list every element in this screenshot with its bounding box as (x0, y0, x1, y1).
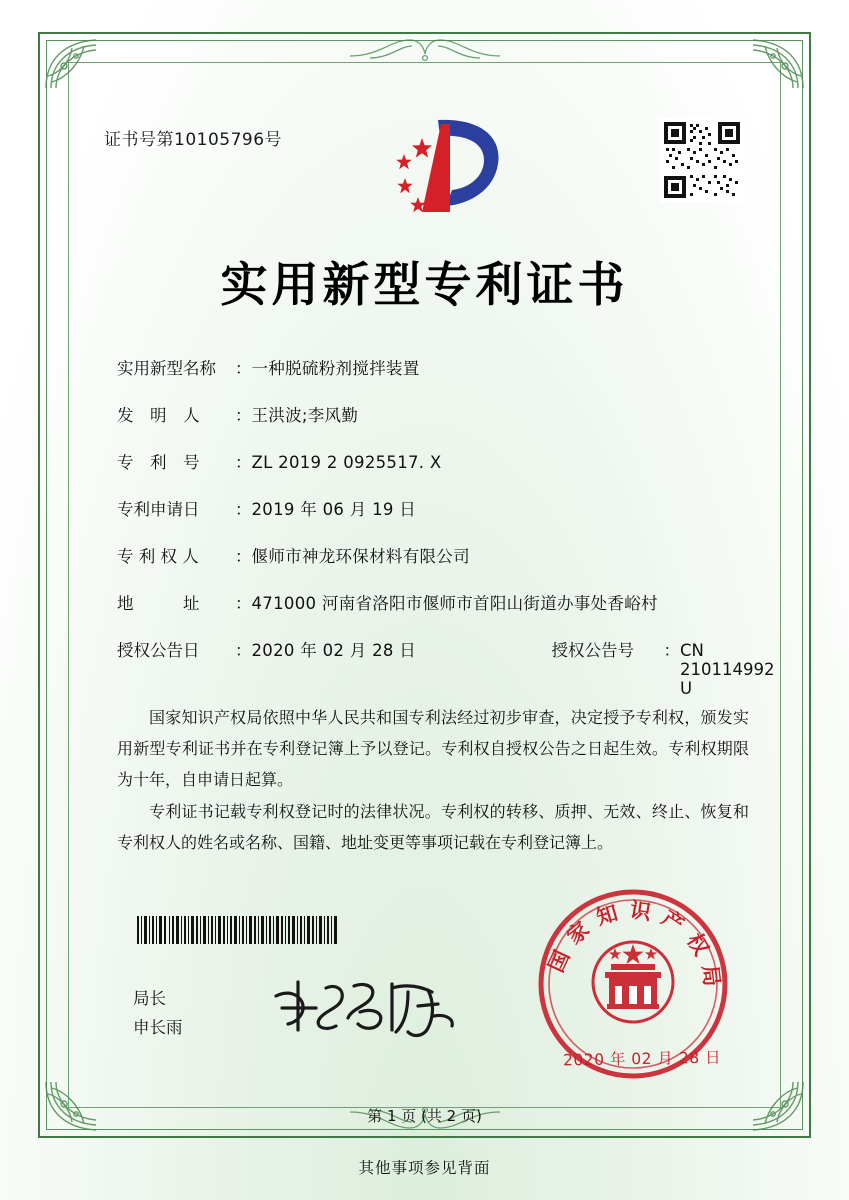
barcode (137, 916, 337, 944)
field-label: 发 明 人 (117, 406, 200, 425)
field-colon: ： (235, 547, 252, 566)
field-colon: ： (235, 359, 252, 378)
field-label: 地 址 (117, 594, 200, 613)
field-value: 王洪波;李风勤 (251, 406, 359, 425)
top-edge-ornament-icon (350, 34, 500, 64)
grant-date-label: 授权公告日 (117, 641, 200, 660)
cnipa-logo-icon (378, 112, 508, 222)
page-number: 第 1 页 (共 2 页) (367, 1107, 482, 1125)
field-row-patentee (117, 543, 757, 567)
corner-ornament-icon (741, 36, 807, 92)
field-value: 一种脱硫粉剂搅拌装置 (251, 359, 420, 378)
field-value: 471000 河南省洛阳市偃师市首阳山街道办事处香峪村 (251, 594, 658, 613)
svg-text:国家知识产权局: 国家知识产权局 (543, 897, 726, 998)
field-label: 实用新型名称 (117, 359, 216, 378)
field-label: 专利申请日 (117, 500, 200, 519)
seal-date: 2020 年 02 月 28 日 (562, 1048, 722, 1070)
signature-block (133, 985, 183, 1043)
field-colon: ： (235, 641, 252, 660)
field-row-application-date (117, 496, 757, 520)
field-value: 2019 年 06 月 19 日 (251, 500, 417, 519)
certificate-number: 证书号第10105796号 (104, 130, 283, 150)
field-row-patent-number (117, 449, 757, 473)
paragraph: 国家知识产权局依照中华人民共和国专利法经过初步审查，决定授予专利权，颁发实用新型专利证书并在专利登记簿上予以登记。专利权自授权公告之日起生效。专利权期限为十年，自申请日起算。 (117, 708, 749, 790)
field-row-name (117, 355, 757, 379)
field-label: 专 利 权 人 (117, 547, 199, 566)
handwritten-signature-icon (268, 968, 468, 1048)
field-label: 专 利 号 (117, 453, 200, 472)
grant-number-label: 授权公告号 (551, 641, 634, 660)
grant-number-value: CN 210114992 U (680, 641, 775, 698)
field-colon: ： (235, 406, 252, 425)
legal-text (117, 702, 749, 858)
fields-list (117, 355, 775, 721)
director-name: 申长雨 (133, 1017, 183, 1037)
field-colon: ： (235, 453, 252, 472)
footer-note: 其他事项参见背面 (358, 1159, 491, 1177)
qr-code-icon (660, 118, 744, 202)
page-title: 实用新型专利证书 (220, 258, 629, 313)
field-colon: ： (235, 594, 252, 613)
field-row-address (117, 590, 757, 614)
field-colon: ： (235, 500, 252, 519)
field-row-grant (117, 637, 775, 698)
paragraph: 专利证书记载专利权登记时的法律状况。专利权的转移、质押、无效、终止、恢复和专利权人的姓名或名称、国籍、地址变更等事项记载在专利登记簿上。 (117, 801, 749, 852)
field-value: ZL 2019 2 0925517. X (251, 453, 442, 472)
corner-ornament-icon (42, 36, 108, 92)
field-colon: ： (663, 641, 680, 660)
field-value: 偃师市神龙环保材料有限公司 (251, 547, 470, 566)
director-title: 局长 (133, 989, 166, 1008)
field-row-inventor (117, 402, 757, 426)
grant-date-value: 2020 年 02 月 28 日 (251, 641, 417, 660)
